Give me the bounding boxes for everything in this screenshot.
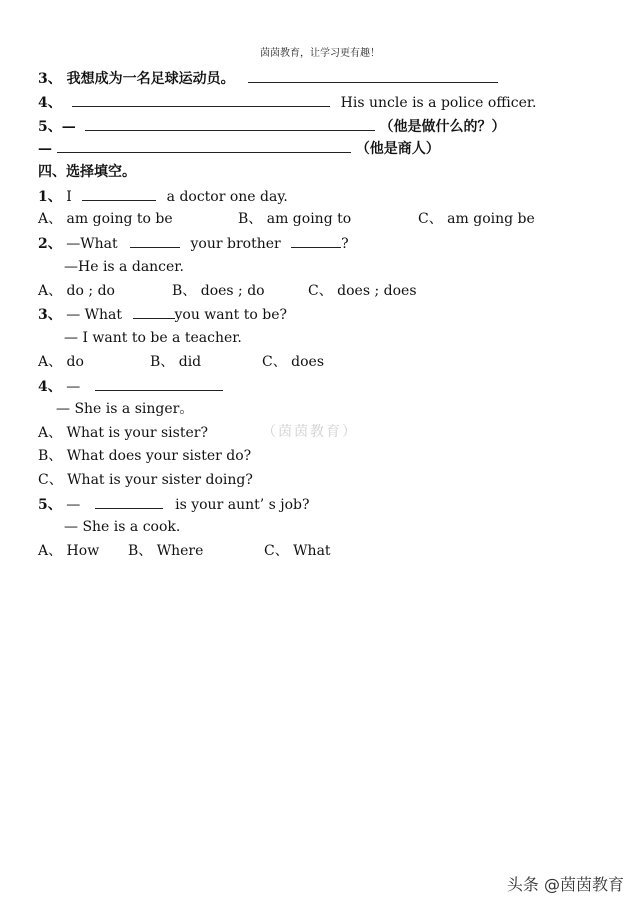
mc-q2-options [38, 281, 417, 301]
mc-q2-option-c[interactable]: C、 does ; does [308, 283, 417, 299]
footer-credit: 头条 @茵茵教育 [506, 875, 624, 894]
q3-text: 我想成为一名足球运动员。 [66, 71, 235, 87]
mc-q1-pre: I [66, 189, 72, 205]
q3-answer-blank[interactable] [248, 68, 498, 83]
mc-q2-number: 2、 [38, 236, 62, 252]
mc-q2-mid: your brother [190, 236, 281, 252]
mc-q3-option-c[interactable]: C、 does [262, 354, 325, 370]
mc-q4-option-b[interactable]: B、 What does your sister do? [38, 448, 252, 464]
mc-q3-answer: — I want to be a teacher. [64, 330, 242, 346]
mc-q5-option-a[interactable]: A、 How [38, 543, 100, 559]
mc-q2-option-b[interactable]: B、 does ; do [172, 283, 265, 299]
mc-q5-option-c[interactable]: C、 What [264, 543, 331, 559]
mc-q1-options [38, 209, 535, 229]
mc-q1-option-c[interactable]: C、 am going be [418, 211, 535, 227]
q4-answer-blank[interactable] [72, 92, 330, 107]
mc-q4-blank[interactable] [95, 376, 223, 391]
q4-text: His uncle is a police officer. [340, 95, 537, 111]
mc-q1-blank[interactable] [82, 186, 156, 201]
mc-q2-post: ? [341, 236, 349, 252]
q3-translation-row [38, 68, 498, 88]
q5-answer-blank[interactable] [57, 138, 351, 153]
mc-q3 [38, 304, 287, 324]
q5-question-blank[interactable] [85, 116, 375, 131]
q4-translation-row [38, 92, 536, 112]
mc-q5 [38, 494, 310, 514]
mc-q3-blank[interactable] [133, 304, 175, 319]
mc-q1-option-b[interactable]: B、 am going to [238, 211, 352, 227]
mc-q2-option-a[interactable]: A、 do ; do [38, 283, 115, 299]
q5-number: 5、— [38, 119, 76, 135]
mc-q5-pre: — [66, 497, 81, 513]
q5-question-row [38, 116, 506, 136]
mc-q3-option-a[interactable]: A、 do [38, 354, 84, 370]
mc-q4 [38, 376, 223, 396]
mc-q3-options [38, 352, 324, 372]
mc-q1-number: 1、 [38, 189, 62, 205]
mc-q1-post: a doctor one day. [166, 189, 288, 205]
mc-q1 [38, 186, 288, 206]
q4-number: 4、 [38, 95, 62, 111]
mc-q4-number: 4、 [38, 379, 62, 395]
q5-answer-row [38, 138, 440, 158]
mc-q5-options [38, 541, 331, 561]
page-header: 茵茵教育，让学习更有趣！ [260, 48, 380, 59]
mc-q4-answer: — She is a singer。 [56, 401, 194, 417]
mc-q3-option-b[interactable]: B、 did [150, 354, 202, 370]
q5-answer-dash: — [38, 141, 52, 157]
mc-q2 [38, 233, 349, 253]
mc-q1-option-a[interactable]: A、 am going to be [38, 211, 173, 227]
mc-q2-blank-1[interactable] [130, 233, 180, 248]
q3-number: 3、 [38, 71, 62, 87]
mc-q5-number: 5、 [38, 497, 62, 513]
mc-q3-pre: — What [66, 307, 123, 323]
mc-q2-answer: —He is a dancer. [64, 259, 184, 275]
section4-title: 四、选择填空。 [38, 164, 136, 180]
mc-q3-post: you want to be? [174, 307, 287, 323]
q5-question-hint: （他是做什么的？） [379, 119, 506, 135]
mc-q4-option-a[interactable]: A、 What is your sister? [38, 425, 208, 441]
mc-q4-option-c[interactable]: C、 What is your sister doing? [38, 472, 253, 488]
mc-q5-answer: — She is a cook. [64, 519, 181, 535]
mc-q5-post: is your aunt’ s job? [175, 497, 310, 513]
mc-q5-blank[interactable] [95, 494, 163, 509]
mc-q2-pre: —What [66, 236, 118, 252]
mc-q3-number: 3、 [38, 307, 62, 323]
mc-q2-blank-2[interactable] [291, 233, 341, 248]
mc-q4-pre: — [66, 379, 81, 395]
watermark: （茵茵教育） [262, 424, 358, 440]
mc-q5-option-b[interactable]: B、 Where [128, 543, 204, 559]
q5-answer-hint: （他是商人） [355, 141, 440, 157]
